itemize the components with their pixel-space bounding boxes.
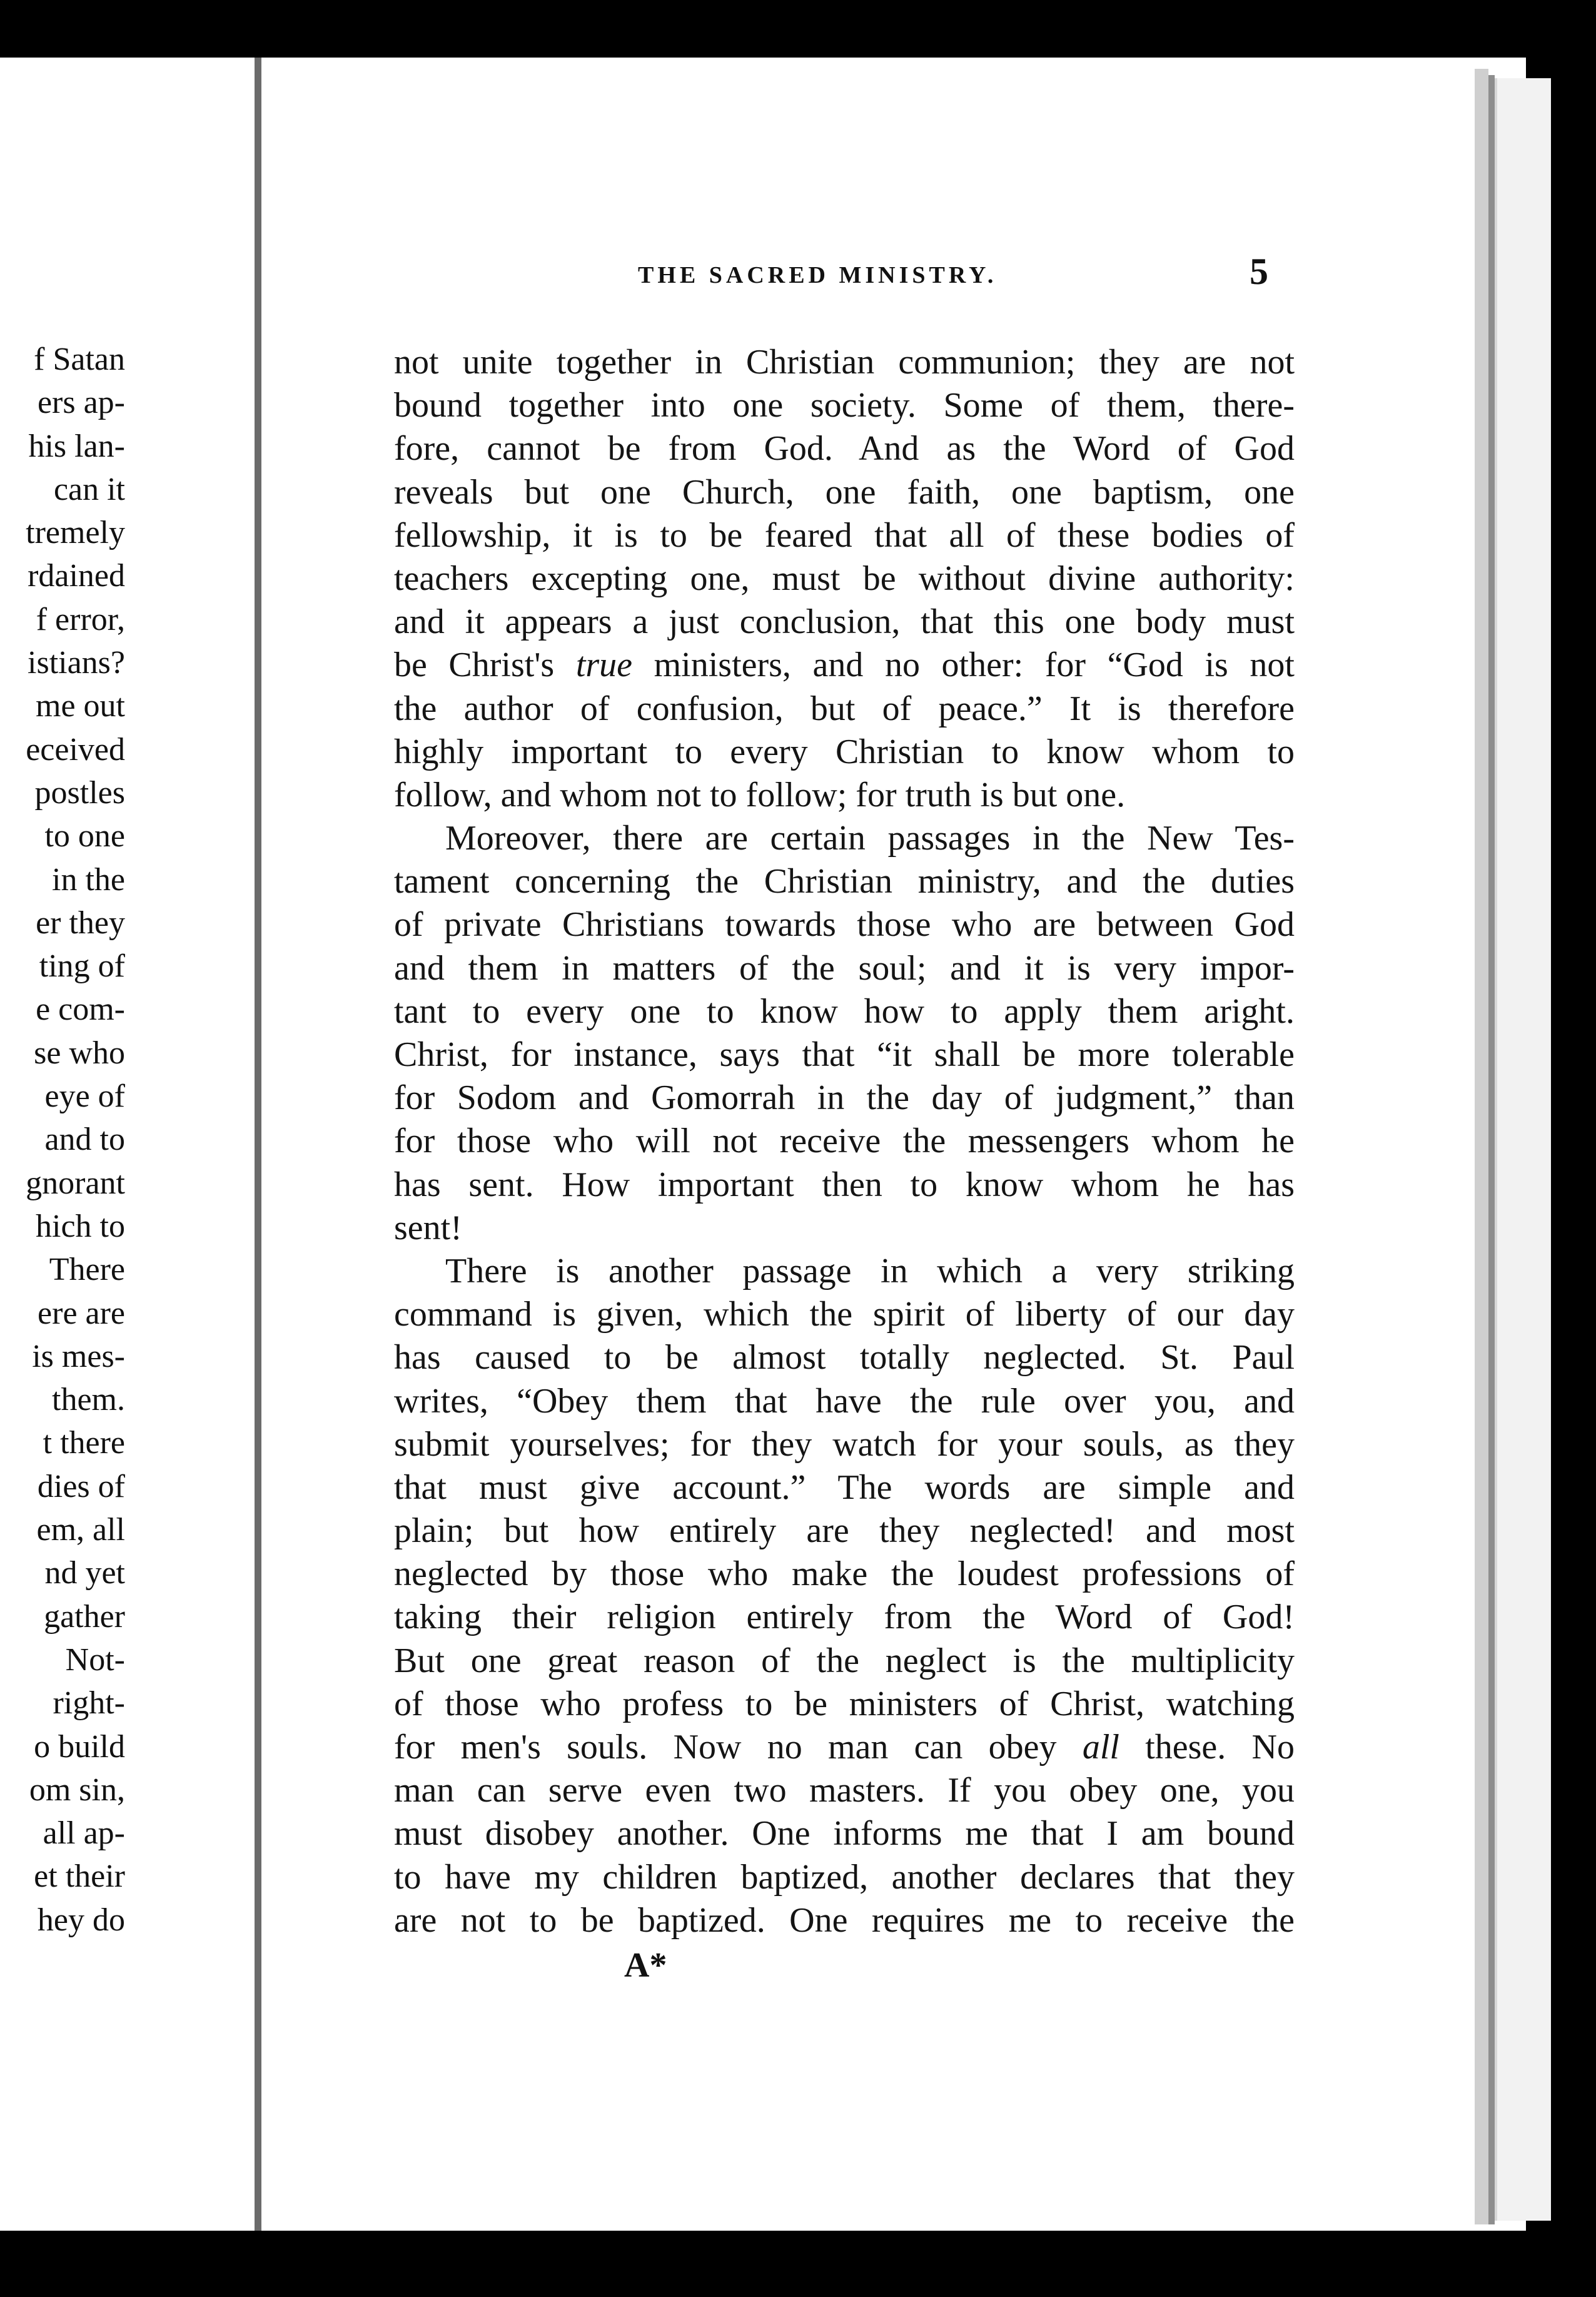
fragment-line: ers ap- bbox=[37, 385, 125, 421]
italic-word: true bbox=[575, 646, 633, 685]
text-line: Christ, for instance, says that “it shall be more tolerable bbox=[394, 1035, 1295, 1074]
fragment-line: se who bbox=[34, 1035, 125, 1071]
fragment-line: ere are bbox=[38, 1295, 125, 1331]
text-line: There is another passage in which a very striking bbox=[445, 1251, 1295, 1290]
text-line: command is given, which the spirit of liberty of our day bbox=[394, 1295, 1295, 1334]
fragment-line: There bbox=[49, 1252, 125, 1288]
text-line: and it appears a just conclusion, that this one body must bbox=[394, 602, 1295, 642]
fragment-line: hey do bbox=[37, 1902, 125, 1938]
fragment-line: o build bbox=[34, 1728, 125, 1765]
text-line: to have my children baptized, another declares that they bbox=[394, 1857, 1295, 1897]
text-line: must disobey another. One informs me that I am bound bbox=[394, 1814, 1295, 1853]
text-line bbox=[394, 1726, 1295, 1769]
fragment-line: tremely bbox=[26, 515, 125, 551]
text-line: Moreover, there are certain passages in the New Tes- bbox=[445, 819, 1295, 858]
text-run: be Christ's bbox=[394, 646, 576, 685]
fragment-line: is mes- bbox=[32, 1338, 125, 1374]
fragment-line: em, all bbox=[36, 1512, 125, 1548]
text-line: of those who profess to be ministers of Christ, watching bbox=[394, 1684, 1295, 1723]
text-line: highly important to every Christian to know whom to bbox=[394, 732, 1295, 771]
fragment-line: f Satan bbox=[34, 342, 125, 377]
fragment-line: dies of bbox=[37, 1468, 125, 1504]
fragment-line: his lan- bbox=[28, 428, 125, 464]
next-page-edge bbox=[1495, 78, 1553, 2221]
fragment-line: eye of bbox=[44, 1078, 125, 1115]
text-line: of private Christians towards those who are between God bbox=[394, 905, 1295, 945]
text-line: has caused to be almost totally neglected. St. Paul bbox=[394, 1338, 1295, 1377]
fragment-line: om sin, bbox=[29, 1772, 125, 1808]
fragment-line: postles bbox=[34, 774, 125, 811]
text-line: man can serve even two masters. If you obey one, you bbox=[394, 1771, 1295, 1810]
book-gutter bbox=[255, 58, 261, 2231]
text-line: for those who will not receive the messengers whom he bbox=[394, 1122, 1295, 1161]
text-line: plain; but how entirely are they neglected! and most bbox=[394, 1511, 1295, 1551]
text-run: these. No bbox=[1119, 1728, 1295, 1767]
page-edge bbox=[1475, 69, 1488, 2224]
text-line: teachers excepting one, must be without divine authority: bbox=[394, 559, 1295, 598]
fragment-line: gather bbox=[44, 1598, 125, 1635]
text-line: fellowship, it is to be feared that all of these bodies of bbox=[394, 515, 1295, 555]
text-line: for Sodom and Gomorrah in the day of judgment,” than bbox=[394, 1078, 1295, 1118]
text-line: not unite together in Christian communion; they are not bbox=[394, 343, 1295, 382]
text-line: and them in matters of the soul; and it is very impor- bbox=[394, 948, 1295, 988]
left-page-fragment bbox=[0, 338, 125, 1942]
fragment-line: all ap- bbox=[43, 1815, 125, 1852]
italic-word: all bbox=[1082, 1728, 1119, 1767]
text-line: tant to every one to know how to apply them aright. bbox=[394, 991, 1295, 1031]
text-line: that must give account.” The words are simple and bbox=[394, 1468, 1295, 1507]
fragment-line: in the bbox=[52, 861, 125, 898]
fragment-line: nd yet bbox=[44, 1555, 125, 1591]
page-number: 5 bbox=[1250, 251, 1268, 292]
text-line: taking their religion entirely from the Word of God! bbox=[394, 1598, 1295, 1637]
text-line: neglected by those who make the loudest professions of bbox=[394, 1554, 1295, 1594]
fragment-line: right- bbox=[53, 1685, 125, 1721]
fragment-line: and to bbox=[44, 1122, 125, 1158]
fragment-line: me out bbox=[36, 688, 125, 724]
fragment-line: them. bbox=[52, 1382, 125, 1418]
text-line: bound together into one society. Some of them, there- bbox=[394, 386, 1295, 425]
signature-mark: A* bbox=[624, 1946, 667, 1985]
text-line: follow, and whom not to follow; for truth is but one. bbox=[394, 775, 1126, 814]
fragment-line: Not- bbox=[65, 1641, 125, 1678]
text-run: for men's souls. Now no man can obey bbox=[394, 1728, 1083, 1767]
fragment-line: e com- bbox=[36, 991, 125, 1028]
fragment-line: rdained bbox=[28, 558, 125, 594]
text-line: are not to be baptized. One requires me to receive the bbox=[394, 1900, 1295, 1940]
scan-border bbox=[1551, 0, 1596, 2297]
fragment-line: gnorant bbox=[26, 1165, 125, 1201]
fragment-line: er they bbox=[36, 905, 125, 941]
text-line: tament concerning the Christian ministry, and the duties bbox=[394, 862, 1295, 901]
fragment-line: istians? bbox=[28, 645, 125, 681]
page-edge-shadow bbox=[1488, 75, 1495, 2224]
text-run: ministers, and no other: for “God is not bbox=[632, 646, 1295, 685]
fragment-line: ting of bbox=[39, 948, 125, 985]
fragment-line: et their bbox=[34, 1858, 125, 1895]
body-text bbox=[394, 341, 1295, 1942]
text-line: the author of confusion, but of peace.” It is therefore bbox=[394, 689, 1295, 728]
text-line: reveals but one Church, one faith, one baptism, one bbox=[394, 472, 1295, 512]
text-line: sent! bbox=[394, 1208, 462, 1247]
fragment-line: can it bbox=[53, 471, 125, 507]
text-line: has sent. How important then to know whom he has bbox=[394, 1165, 1295, 1204]
text-line: submit yourselves; for they watch for your souls, as they bbox=[394, 1424, 1295, 1464]
text-line bbox=[394, 644, 1295, 687]
text-line: But one great reason of the neglect is the multiplicity bbox=[394, 1641, 1295, 1680]
fragment-line: hich to bbox=[36, 1208, 125, 1244]
fragment-line: f error, bbox=[36, 601, 125, 637]
running-head: THE SACRED MINISTRY. bbox=[638, 262, 998, 288]
fragment-line: eceived bbox=[26, 731, 125, 768]
text-line: writes, “Obey them that have the rule over you, and bbox=[394, 1381, 1295, 1421]
fragment-line: to one bbox=[44, 818, 125, 854]
fragment-line: t there bbox=[43, 1425, 125, 1461]
text-line: fore, cannot be from God. And as the Word of God bbox=[394, 429, 1295, 469]
